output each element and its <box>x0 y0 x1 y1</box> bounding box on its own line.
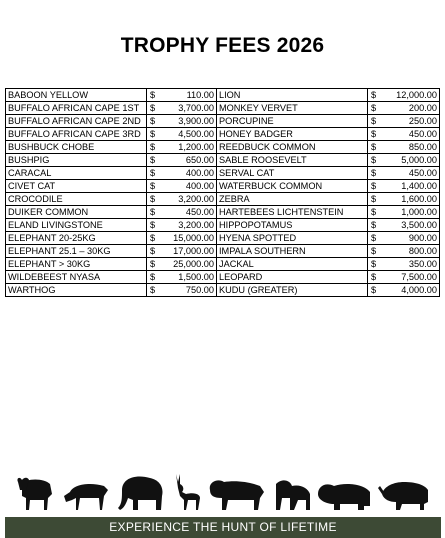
currency-symbol: $ <box>150 220 156 230</box>
animal-name: KUDU (GREATER) <box>217 284 368 297</box>
currency-symbol: $ <box>371 259 377 269</box>
price-value: 400.00 <box>185 181 214 191</box>
price-value: 450.00 <box>408 168 437 178</box>
fees-table-body <box>6 89 440 297</box>
currency-symbol: $ <box>371 194 377 204</box>
animal-fee <box>147 141 217 154</box>
animal-fee <box>368 284 440 297</box>
fee-row <box>6 271 440 284</box>
price-value: 1,200.00 <box>178 142 214 152</box>
animal-name: CROCODILE <box>6 193 147 206</box>
animal-name: ELEPHANT 20-25KG <box>6 232 147 245</box>
animal-name: CARACAL <box>6 167 147 180</box>
footer-banner: EXPERIENCE THE HUNT OF LIFETIME <box>5 517 441 538</box>
animal-name: JACKAL <box>217 258 368 271</box>
price-value: 900.00 <box>408 233 437 243</box>
currency-symbol: $ <box>371 220 377 230</box>
currency-symbol: $ <box>150 116 156 126</box>
animal-fee <box>368 102 440 115</box>
animal-name: BUFFALO AFRICAN CAPE 3RD <box>6 128 147 141</box>
fee-row <box>6 89 440 102</box>
price-value: 17,000.00 <box>173 246 214 256</box>
fee-row <box>6 141 440 154</box>
fee-row <box>6 206 440 219</box>
price-value: 850.00 <box>408 142 437 152</box>
animal-fee <box>368 167 440 180</box>
price-value: 4,500.00 <box>178 129 214 139</box>
animal-name: HIPPOPOTAMUS <box>217 219 368 232</box>
elephant-icon <box>118 477 163 511</box>
animal-silhouettes <box>14 470 434 512</box>
price-value: 400.00 <box>185 168 214 178</box>
currency-symbol: $ <box>371 90 377 100</box>
price-value: 1,500.00 <box>178 272 214 282</box>
currency-symbol: $ <box>371 116 377 126</box>
animal-name: MONKEY VERVET <box>217 102 368 115</box>
animal-name: LEOPARD <box>217 271 368 284</box>
animal-name: ELAND LIVINGSTONE <box>6 219 147 232</box>
fee-row <box>6 258 440 271</box>
fee-row <box>6 193 440 206</box>
animal-name: WILDEBEEST NYASA <box>6 271 147 284</box>
animal-fee <box>368 141 440 154</box>
animal-name: HONEY BADGER <box>217 128 368 141</box>
animal-fee <box>147 180 217 193</box>
price-value: 450.00 <box>408 129 437 139</box>
animal-fee <box>368 154 440 167</box>
animal-fee <box>368 115 440 128</box>
currency-symbol: $ <box>150 181 156 191</box>
price-value: 350.00 <box>408 259 437 269</box>
animal-name: BUSHBUCK CHOBE <box>6 141 147 154</box>
price-value: 110.00 <box>186 90 214 100</box>
animal-fee <box>147 284 217 297</box>
animal-name: BABOON YELLOW <box>6 89 147 102</box>
price-value: 15,000.00 <box>173 233 214 243</box>
animal-fee <box>147 232 217 245</box>
warthog-icon <box>378 482 428 510</box>
animal-fee <box>368 232 440 245</box>
fee-row <box>6 219 440 232</box>
currency-symbol: $ <box>150 233 156 243</box>
animal-name: SABLE ROOSEVELT <box>217 154 368 167</box>
fee-row <box>6 154 440 167</box>
animal-fee <box>368 258 440 271</box>
currency-symbol: $ <box>150 103 156 113</box>
currency-symbol: $ <box>371 246 377 256</box>
price-value: 3,900.00 <box>178 116 214 126</box>
fee-row <box>6 115 440 128</box>
price-value: 4,000.00 <box>401 285 437 295</box>
animal-fee <box>368 206 440 219</box>
leopard-icon <box>276 480 310 510</box>
animal-fee <box>147 102 217 115</box>
animal-name: SERVAL CAT <box>217 167 368 180</box>
price-value: 1,000.00 <box>401 207 437 217</box>
currency-symbol: $ <box>371 181 377 191</box>
price-value: 3,700.00 <box>178 103 214 113</box>
animal-fee <box>368 219 440 232</box>
price-value: 1,400.00 <box>401 181 437 191</box>
currency-symbol: $ <box>371 142 377 152</box>
currency-symbol: $ <box>371 103 377 113</box>
lion-icon <box>210 480 264 510</box>
fee-row <box>6 245 440 258</box>
fee-row <box>6 128 440 141</box>
animal-fee <box>368 128 440 141</box>
price-value: 7,500.00 <box>401 272 437 282</box>
animal-name: ELEPHANT > 30KG <box>6 258 147 271</box>
fee-row <box>6 102 440 115</box>
price-value: 12,000.00 <box>396 90 437 100</box>
currency-symbol: $ <box>150 90 156 100</box>
wildebeest-icon <box>64 484 108 510</box>
currency-symbol: $ <box>150 259 156 269</box>
animal-name: LION <box>217 89 368 102</box>
animal-name: HARTEBEES LICHTENSTEIN <box>217 206 368 219</box>
animal-name: ZEBRA <box>217 193 368 206</box>
animal-fee <box>147 193 217 206</box>
price-value: 650.00 <box>185 155 214 165</box>
page-title: TROPHY FEES 2026 <box>120 34 325 57</box>
animal-name: PORCUPINE <box>217 115 368 128</box>
animal-name: IMPALA SOUTHERN <box>217 245 368 258</box>
currency-symbol: $ <box>150 194 156 204</box>
animal-fee <box>147 219 217 232</box>
price-value: 250.00 <box>408 116 437 126</box>
animal-name: CIVET CAT <box>6 180 147 193</box>
currency-symbol: $ <box>150 155 156 165</box>
currency-symbol: $ <box>150 246 156 256</box>
animal-fee <box>147 245 217 258</box>
animal-fee <box>147 206 217 219</box>
currency-symbol: $ <box>371 233 377 243</box>
currency-symbol: $ <box>150 272 156 282</box>
fee-row <box>6 180 440 193</box>
animal-fee <box>368 193 440 206</box>
animal-fee <box>147 115 217 128</box>
price-value: 200.00 <box>408 103 437 113</box>
price-value: 3,200.00 <box>178 194 214 204</box>
animal-name: DUIKER COMMON <box>6 206 147 219</box>
buffalo-icon <box>17 478 52 510</box>
currency-symbol: $ <box>150 129 156 139</box>
animal-name: BUFFALO AFRICAN CAPE 1ST <box>6 102 147 115</box>
currency-symbol: $ <box>371 285 377 295</box>
price-value: 750.00 <box>185 285 214 295</box>
currency-symbol: $ <box>371 155 377 165</box>
fee-row <box>6 167 440 180</box>
animal-fee <box>147 271 217 284</box>
animal-fee <box>368 89 440 102</box>
price-value: 3,200.00 <box>178 220 214 230</box>
price-value: 800.00 <box>408 246 437 256</box>
price-value: 3,500.00 <box>401 220 437 230</box>
currency-symbol: $ <box>150 207 156 217</box>
price-value: 25,000.00 <box>173 259 214 269</box>
animal-name: ELEPHANT 25.1 – 30KG <box>6 245 147 258</box>
animal-name: REEDBUCK COMMON <box>217 141 368 154</box>
fee-row <box>6 284 440 297</box>
animal-fee <box>147 128 217 141</box>
currency-symbol: $ <box>371 272 377 282</box>
currency-symbol: $ <box>371 168 377 178</box>
animal-fee <box>147 89 217 102</box>
animal-fee <box>147 154 217 167</box>
animal-fee <box>368 180 440 193</box>
currency-symbol: $ <box>371 129 377 139</box>
animal-fee <box>147 167 217 180</box>
impala-icon <box>176 474 200 510</box>
currency-symbol: $ <box>150 168 156 178</box>
currency-symbol: $ <box>150 285 156 295</box>
price-value: 450.00 <box>185 207 214 217</box>
animal-name: HYENA SPOTTED <box>217 232 368 245</box>
trophy-fees-table <box>5 88 440 297</box>
price-value: 5,000.00 <box>401 155 437 165</box>
animal-fee <box>147 258 217 271</box>
animal-fee <box>368 271 440 284</box>
hippo-icon <box>318 484 370 510</box>
price-value: 1,600.00 <box>401 194 437 204</box>
animal-name: WATERBUCK COMMON <box>217 180 368 193</box>
animal-name: BUFFALO AFRICAN CAPE 2ND <box>6 115 147 128</box>
animal-name: BUSHPIG <box>6 154 147 167</box>
currency-symbol: $ <box>371 207 377 217</box>
animal-name: WARTHOG <box>6 284 147 297</box>
currency-symbol: $ <box>150 142 156 152</box>
animal-fee <box>368 245 440 258</box>
fee-row <box>6 232 440 245</box>
